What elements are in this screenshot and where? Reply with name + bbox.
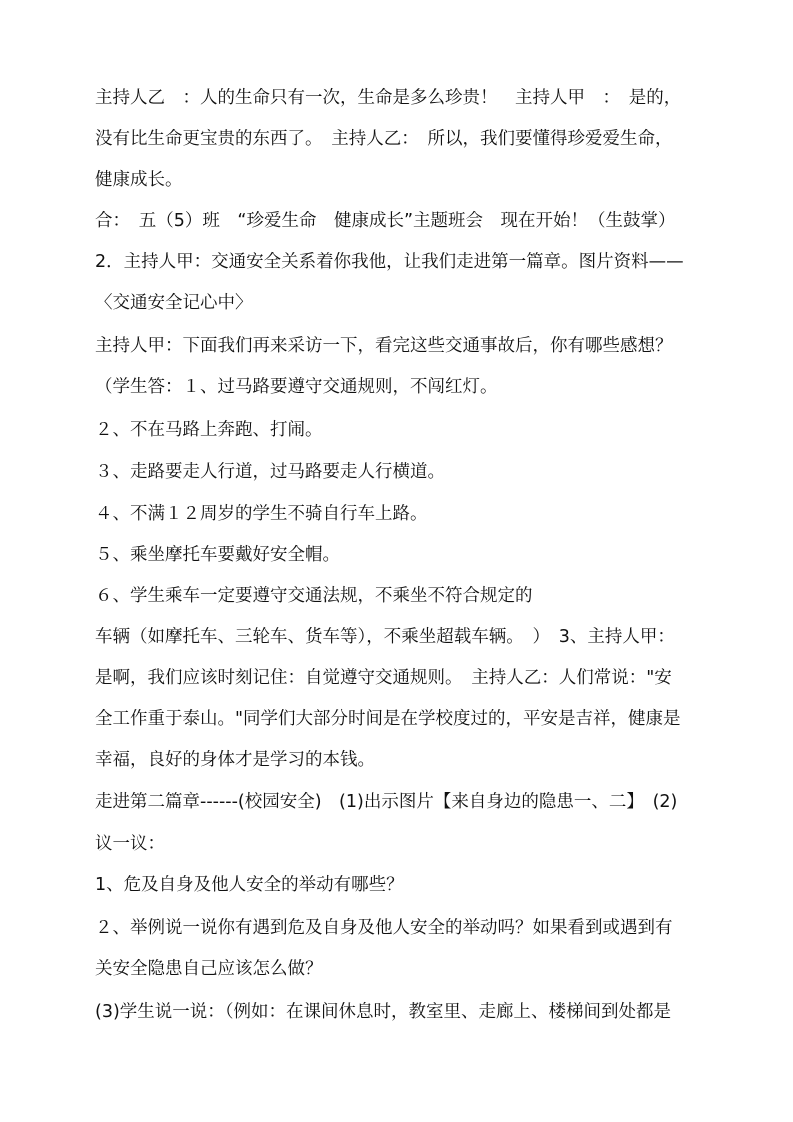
text-line: 没有比生命更宝贵的东西了。 主持人乙： 所以，我们要懂得珍爱爱生命，	[95, 129, 673, 149]
text-line: ２、不在马路上奔跑、打闹。	[95, 420, 323, 440]
text-line: 1、危及自身及他人安全的举动有哪些？	[95, 875, 404, 895]
text-line: 合： 五（5）班 “珍爱生命 健康成长”主题班会 现在开始！（生鼓掌）	[95, 211, 676, 231]
text-line: 幸福，良好的身体才是学习的本钱。	[95, 750, 375, 770]
text-line: 是啊，我们应该时刻记住：自觉遵守交通规则。 主持人乙：人们常说："安	[95, 668, 672, 688]
text-line: 走进第二篇章------(校园安全) (1)出示图片【来自身边的隐患一、二】 (2)	[95, 792, 678, 812]
text-line: 健康成长。	[95, 170, 183, 190]
text-line: 2．主持人甲：交通安全关系着你我他，让我们走进第一篇章。图片资料——	[95, 252, 684, 272]
text-line: 全工作重于泰山。"同学们大部分时间是在学校度过的，平安是吉祥，健康是	[95, 709, 681, 729]
text-line: ５、乘坐摩托车要戴好安全帽。	[95, 545, 340, 565]
text-line: 〈交通安全记心中〉	[95, 293, 253, 313]
text-line: ４、不满１２周岁的学生不骑自行车上路。	[95, 504, 428, 524]
text-line: 议一议：	[95, 834, 165, 854]
text-line: 车辆（如摩托车、三轮车、货车等），不乘坐超载车辆。 ） 3、主持人甲：	[95, 627, 675, 647]
text-line: (3)学生说一说：（例如：在课间休息时，教室里、走廊上、楼梯间到处都是	[95, 1002, 672, 1022]
text-line: 主持人乙 ：人的生命只有一次，生命是多么珍贵！ 主持人甲 ： 是的，	[95, 88, 682, 108]
text-line: （学生答：１、过马路要遵守交通规则，不闯红灯。	[95, 377, 498, 397]
text-line: 主持人甲：下面我们再来采访一下，看完这些交通事故后，你有哪些感想？	[95, 336, 673, 356]
text-line: 关安全隐患自己应该怎么做？	[95, 959, 323, 979]
text-line: ６、学生乘车一定要遵守交通法规，不乘坐不符合规定的	[95, 586, 533, 606]
text-line: ３、走路要走人行道，过马路要走人行横道。	[95, 462, 445, 482]
text-line: ２、举例说一说你有遇到危及自身及他人安全的举动吗？如果看到或遇到有	[95, 918, 673, 938]
